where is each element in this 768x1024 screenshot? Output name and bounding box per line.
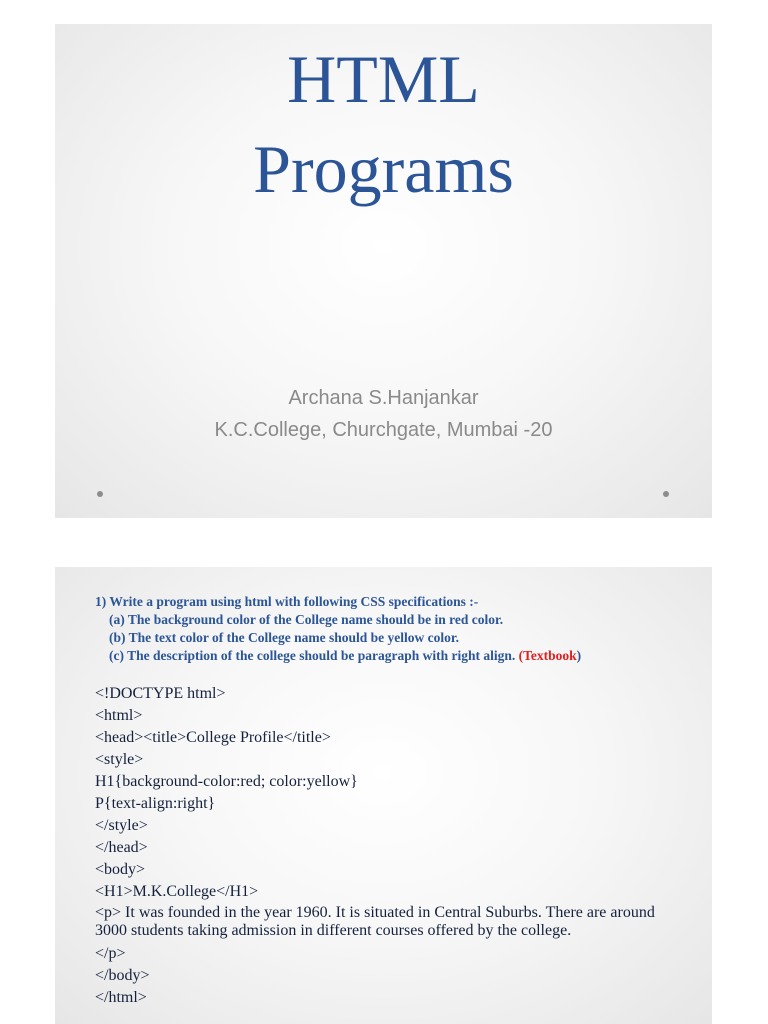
code-line-paragraph: <p> It was founded in the year 1960. It is situated in Central Suburbs. There are around 3000 students taking admission in different courses offered by the college. — [95, 904, 655, 939]
program-slide — [55, 567, 712, 1024]
slide-title-line-2: Programs — [253, 131, 514, 207]
author-name: Archana S.Hanjankar — [288, 387, 479, 409]
code-line: <!DOCTYPE html> — [95, 685, 226, 702]
spec-item-c — [95, 647, 581, 665]
code-line: <H1>M.K.College</H1> — [95, 883, 259, 900]
code-line: P{text-align:right} — [95, 795, 216, 812]
source-close-paren: ) — [576, 648, 582, 663]
bullet-dot-right — [663, 491, 669, 497]
code-line: </html> — [95, 989, 147, 1006]
code-line: </p> — [95, 945, 126, 962]
spec-item-b: (b) The text color of the College name should be yellow color. — [109, 630, 459, 645]
code-line: <style> — [95, 751, 144, 768]
source-label: Textbook — [523, 648, 577, 663]
institution-name: K.C.College, Churchgate, Mumbai -20 — [214, 419, 553, 441]
question-heading: 1) Write a program using html with following CSS specifications :- — [95, 594, 479, 609]
bullet-dot-left — [97, 491, 103, 497]
slide-title-line-1: HTML — [287, 41, 480, 117]
code-line: <body> — [95, 861, 146, 878]
question-block — [95, 593, 581, 665]
code-line: </style> — [95, 817, 148, 834]
code-line: <head><title>College Profile</title> — [95, 729, 331, 746]
title-slide — [55, 24, 712, 518]
code-line: </head> — [95, 839, 148, 856]
code-listing — [95, 683, 675, 1009]
source-open-paren: ( — [518, 648, 524, 663]
spec-item-c-text: (c) The description of the college should be paragraph with right align. — [109, 648, 519, 663]
code-line: <html> — [95, 707, 143, 724]
code-line: H1{background-color:red; color:yellow} — [95, 773, 358, 790]
code-line: </body> — [95, 967, 150, 984]
spec-item-a: (a) The background color of the College name should be in red color. — [109, 612, 504, 627]
